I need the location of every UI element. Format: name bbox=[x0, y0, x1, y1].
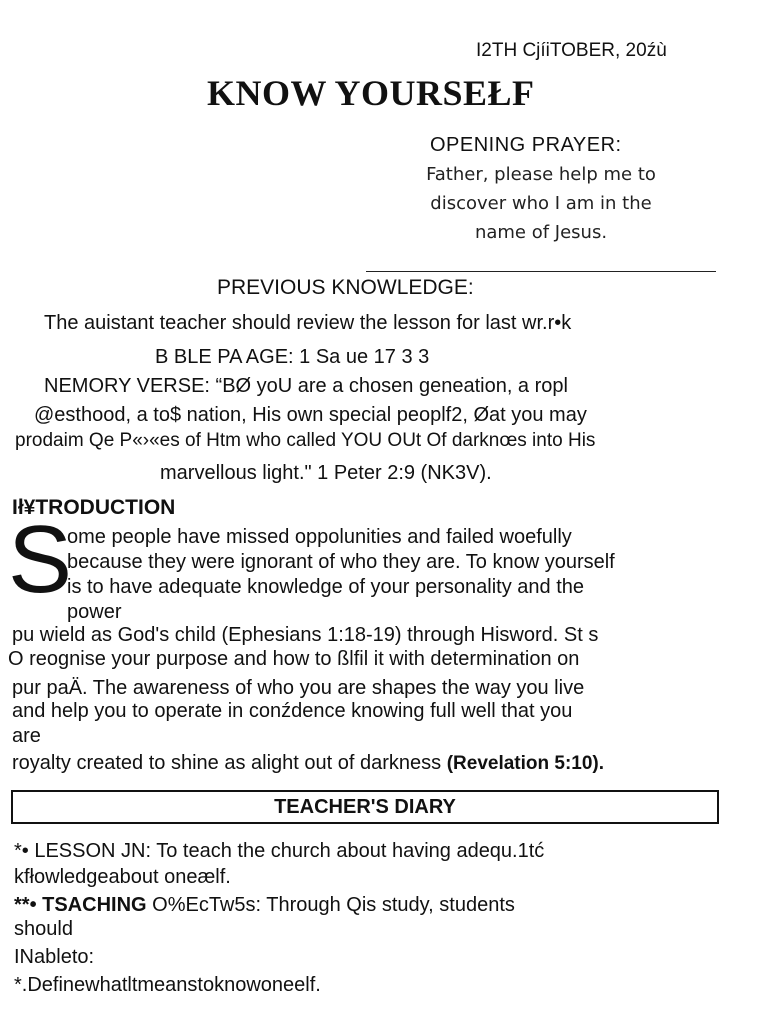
introduction-line: is to have adequate knowledge of your personality and the bbox=[67, 576, 585, 598]
bible-passage-line: B BLE PA AGE: 1 Sa ue 17 3 3 bbox=[155, 346, 430, 368]
introduction-heading: Ił¥TRODUCTION bbox=[12, 496, 176, 519]
opening-prayer-heading: OPENING PRAYER: bbox=[430, 134, 622, 156]
objective-point: *.Definewhatltmeanstoknowoneelf. bbox=[14, 974, 321, 996]
teaching-objectives-line bbox=[14, 894, 515, 917]
lesson-aim-line: kfłowledgeabout oneælf. bbox=[14, 866, 231, 888]
lesson-aim-line: *• LESSON JN: To teach the church about having adequ.1tć bbox=[14, 840, 545, 862]
memory-verse-line: marvellous light." 1 Peter 2:9 (NK3V). bbox=[160, 462, 492, 484]
teaching-objectives-line: INableto: bbox=[14, 946, 95, 968]
introduction-line: ome people have missed oppolunities and failed woefully bbox=[67, 526, 572, 548]
drop-cap: S bbox=[8, 506, 73, 613]
introduction-closing-line bbox=[12, 752, 604, 775]
memory-verse-line: NEMORY VERSE: “BØ yoU are a chosen geneation, a ropl bbox=[44, 375, 568, 397]
introduction-closing-text: royalty created to shine as alight out of darkness bbox=[12, 752, 442, 774]
teachers-diary-heading: TEACHER'S DIARY bbox=[11, 790, 719, 824]
introduction-line: power bbox=[67, 601, 122, 623]
teaching-objectives-text: O%EcTw5s: Through Qis study, students bbox=[146, 894, 515, 916]
introduction-line: pu wield as God's child (Ephesians 1:18-19) through Hisword. St s bbox=[12, 624, 599, 646]
previous-knowledge-line: The auistant teacher should review the lesson for last wr.r•k bbox=[44, 312, 572, 334]
introduction-line: O reognise your purpose and how to ßlfil it with determination on bbox=[8, 648, 580, 670]
teaching-objectives-line: should bbox=[14, 918, 73, 940]
opening-prayer-text: Father, please help me to discover who I am in the name of Jesus. bbox=[426, 164, 656, 243]
memory-verse-line: prodaim Qe P«›«es of Htm who called YOU OUt Of darknœs into His bbox=[15, 430, 596, 451]
divider-line bbox=[366, 271, 716, 272]
teaching-objectives-label: **• TSACHING bbox=[14, 894, 147, 916]
introduction-line: pur paÄ. The awareness of who you are shapes the way you live bbox=[12, 677, 585, 699]
page-title: KNOW YOURSEŁF bbox=[207, 73, 535, 113]
scripture-reference: (Revelation 5:10). bbox=[446, 753, 605, 774]
introduction-line: are bbox=[12, 725, 41, 747]
memory-verse-line: @esthood, a to$ nation, His own special peoplf2, Øat you may bbox=[34, 404, 587, 426]
previous-knowledge-heading: PREVIOUS KNOWLEDGE: bbox=[217, 276, 474, 299]
introduction-line: because they were ignorant of who they are. To know yourself bbox=[67, 551, 615, 573]
introduction-line: and help you to operate in conźdence knowing full well that you bbox=[12, 700, 573, 722]
lesson-date: I2TH CjíiTOBER, 20źù bbox=[476, 40, 667, 61]
